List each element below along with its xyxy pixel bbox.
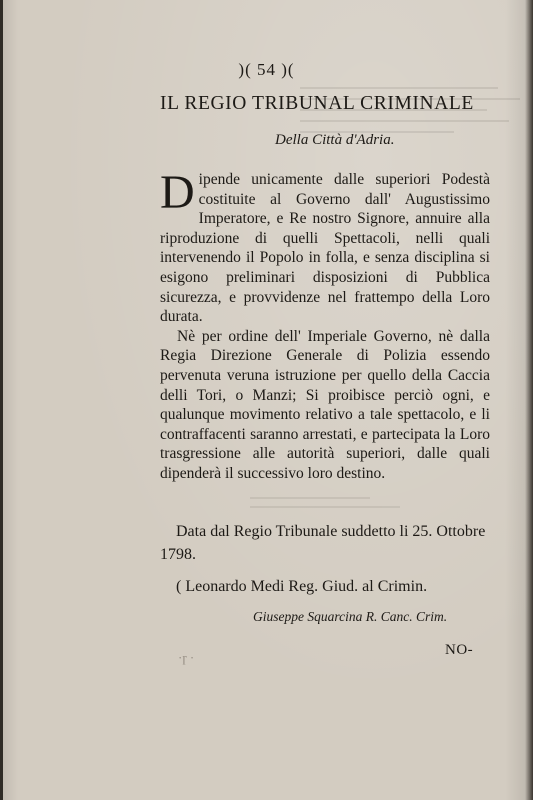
date-line: Data dal Regio Tribunale suddetto li 25. Ottobre 1798. (160, 523, 486, 563)
paragraph-2: Nè per ordine dell' Imperiale Governo, nè dalla Regia Direzione Generale di Polizia essendo pervenuta veruna istruzione per quello della Caccia delli Tori, o Manzi; Si proibisce perciò ogni, e qualunque movimento relativo a tale spettacolo, e li contraffacenti saranno arrestati, e partecipata la Loro trasgressione alle autorità superiori, dalle quali dipenderà il successivo loro destino. (160, 327, 490, 482)
catchword: NO- (445, 642, 474, 658)
signature-chancellor: Giuseppe Squarcina R. Canc. Crim. (253, 609, 448, 624)
page-number: )( 54 )( (238, 60, 295, 79)
page-left-edge (0, 0, 3, 800)
drop-cap: D (160, 166, 195, 219)
paragraph-1-text: ipende unicamente dalle superiori Podestà costituite al Governo dall' Augustissimo Imperatore, e Re nostro Signore, annuire alla riproduzione di quelli Spettacoli, nelli quali intervenendo il Popolo in folla, e senza disciplina si esigono preliminari disposizioni di Pubblica sicurezza, e provvidenze nel frattempo della Loro durata. (160, 171, 490, 326)
document-subtitle: Della Città d'Adria. (275, 132, 395, 148)
paragraph-1 (160, 166, 490, 327)
show-through-text-lower (250, 490, 400, 520)
signature-judge: ( Leonardo Medi Reg. Giud. al Crimin. (176, 578, 428, 595)
faint-mark: ·ɼ · (178, 650, 195, 665)
document-title: IL REGIO TRIBUNAL CRIMINALE (160, 93, 474, 114)
page-right-edge (525, 0, 533, 800)
document-body (160, 166, 490, 484)
